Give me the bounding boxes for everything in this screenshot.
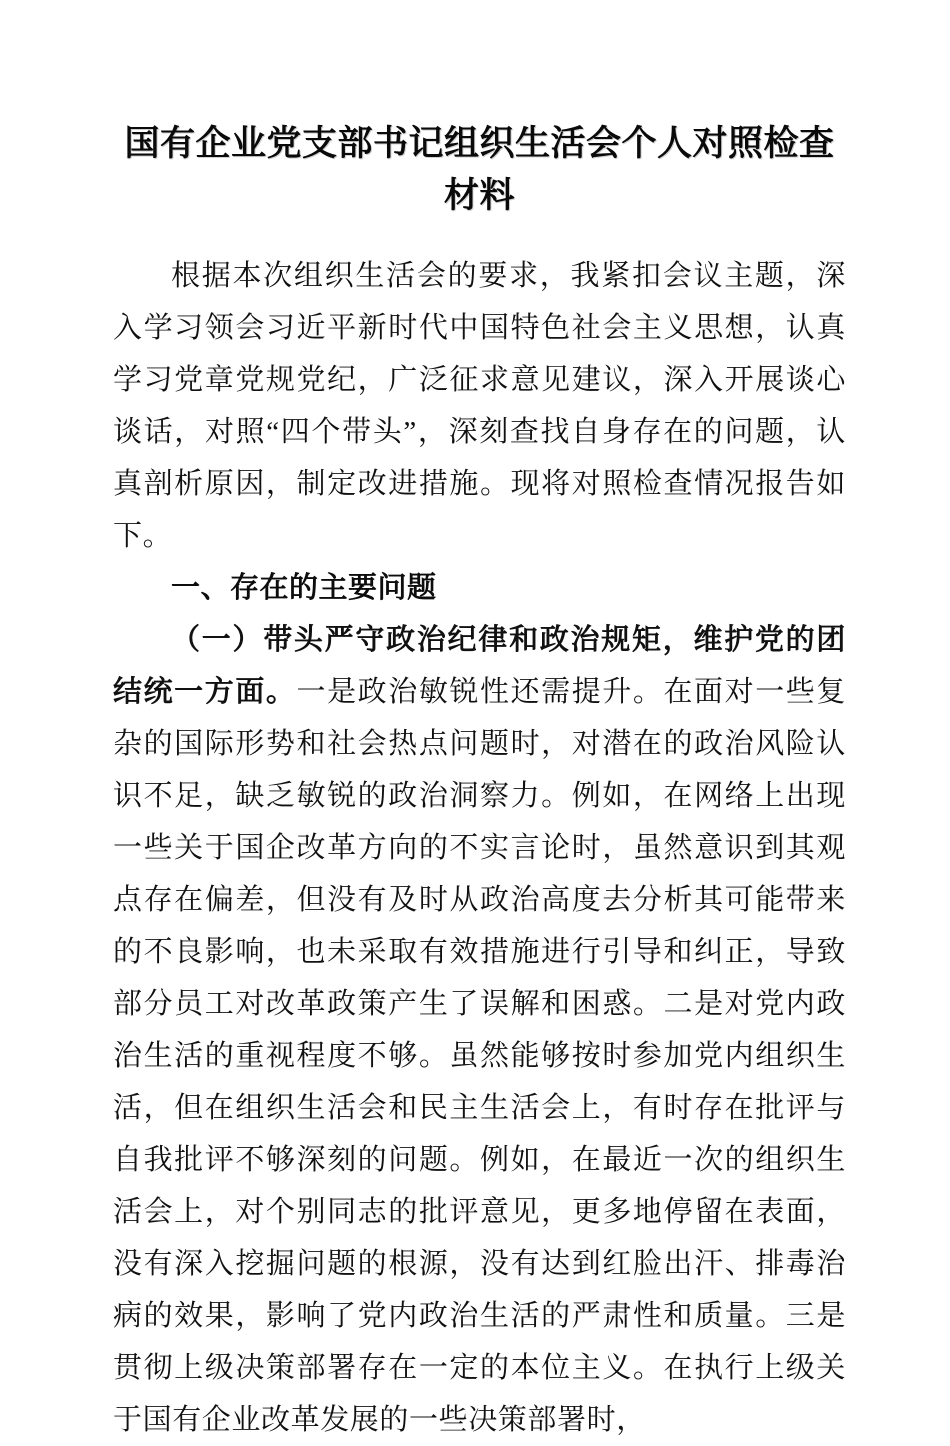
page-title-line-2: 材料 <box>443 175 515 216</box>
intro-paragraph: 根据本次组织生活会的要求，我紧扣会议主题，深入学习领会习近平新时代中国特色社会主义思想，认真学习党章党规党纪，广泛征求意见建议，深入开展谈心谈话，对照“四个带头”，深刻查找自身存在的问题，认真剖析原因，制定改进措施。现将对照检查情况报告如下。 <box>113 260 846 552</box>
page-content <box>113 0 846 1446</box>
item-one-bold-lead: （一）带头严守政治纪律和政治规矩，维护党的团结统一方面。 <box>113 624 846 708</box>
page-title <box>113 0 846 222</box>
item-one-body: 一是政治敏锐性还需提升。在面对一些复杂的国际形势和社会热点问题时，对潜在的政治风险认识不足，缺乏敏锐的政治洞察力。例如，在网络上出现一些关于国企改革方向的不实言论时，虽然意识到其观点存在偏差，但没有及时从政治高度去分析其可能带来的不良影响，也未采取有效措施进行引导和纠正，导致部分员工对改革政策产生了误解和困惑。二是对党内政治生活的重视程度不够。虽然能够按时参加党内组织生活，但在组织生活会和民主生活会上，有时存在批评与自我批评不够深刻的问题。例如，在最近一次的组织生活会上，对个别同志的批评意见，更多地停留在表面，没有深入挖掘问题的根源，没有达到红脸出汗、排毒治病的效果，影响了党内政治生活的严肃性和质量。三是贯彻上级决策部署存在一定的本位主义。在执行上级关于国有企业改革发展的一些决策部署时， <box>113 676 846 1436</box>
page-title-line-1: 国有企业党支部书记组织生活会个人对照检查 <box>124 123 835 164</box>
section-heading-one: 一、存在的主要问题 <box>171 572 437 604</box>
item-one-paragraph <box>113 614 846 1446</box>
